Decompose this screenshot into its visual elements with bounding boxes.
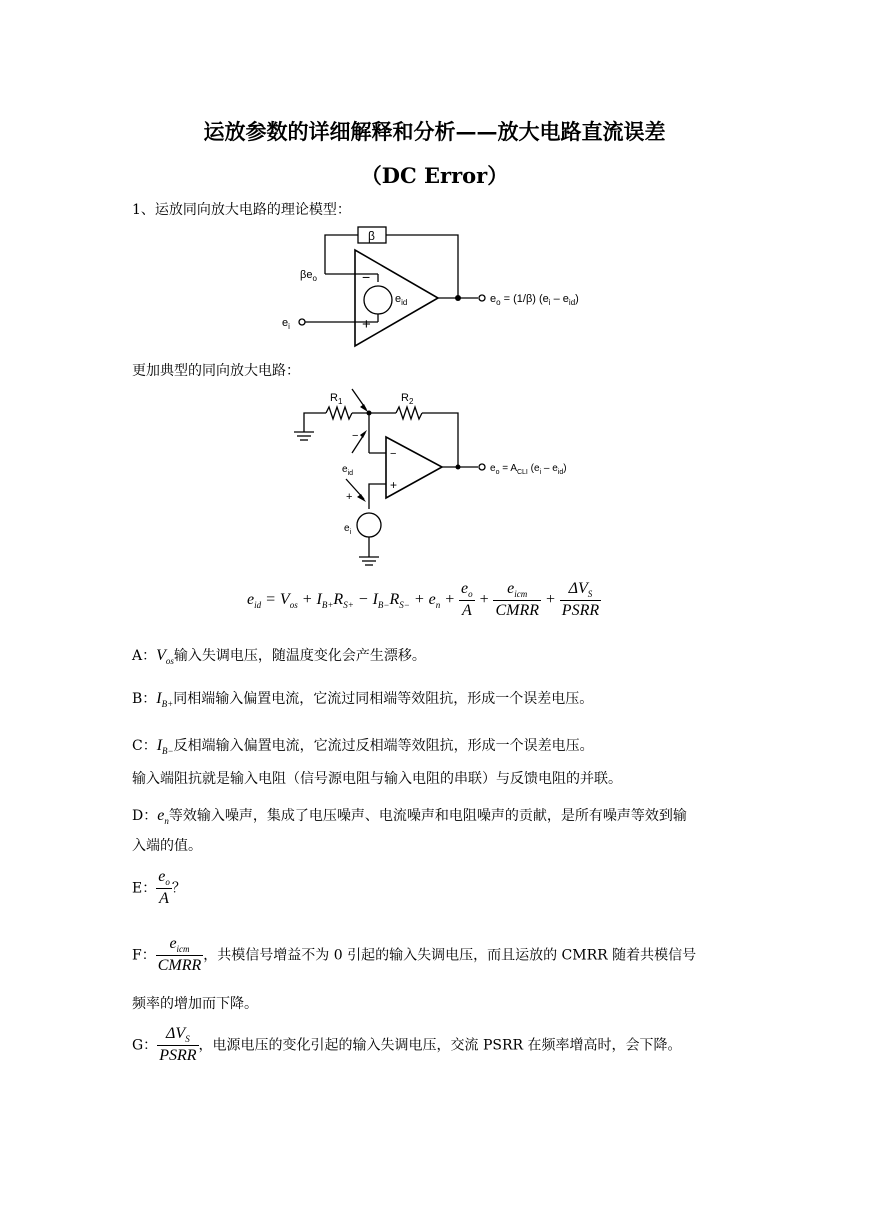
r1-resistor (326, 407, 352, 419)
eo-terminal-2 (479, 464, 485, 470)
item-a: A：$V_{os}$输入失调电压，随温度变化会产生漂移。 (132, 647, 426, 667)
item-c: C：$I_{B-}$反相端输入偏置电流，它流过反相端等效阻抗，形成一个误差电压。 (132, 737, 594, 757)
plus-label: + (362, 316, 371, 333)
ei-source (357, 513, 381, 537)
beta-eo-label: $\beta e_o$ (300, 269, 317, 283)
beta-label: β (368, 229, 375, 243)
item-g: G： $\frac{\Delta V_S}{\text{PSRR}}$ ，电源电压的变化引起的输入失调电压，交流 PSRR 在频率增高时，会下降。 (132, 1025, 682, 1064)
item-e: E： $\frac{e_o}{A}$ ？ (132, 868, 186, 907)
plus-label-2: + (346, 491, 353, 503)
eid-source (364, 286, 392, 314)
section-2-heading: 更加典型的同向放大电路： (132, 363, 300, 379)
r2-label: $R_2$ (401, 392, 414, 406)
item-c-note: 输入端阻抗就是输入电阻（信号源电阻与输入电阻的串联）与反馈电阻的并联。 (132, 771, 622, 787)
ei-terminal (299, 319, 305, 325)
item-d-line1: D：$e_n$等效输入噪声，集成了电压噪声、电流噪声和电阻噪声的贡献，是所有噪声等效到输 (132, 807, 687, 827)
eo-terminal (479, 295, 485, 301)
item-b: B：$I_{B+}$同相端输入偏置电流，它流过同相端等效阻抗，形成一个误差电压。 (132, 690, 594, 710)
item-f-line1: F： $\frac{e_{icm}}{\text{CMRR}}$ ，共模信号增益不为 0 引起的输入失调电压，而且运放的 CMRR 随着共模信号 (132, 935, 697, 974)
r2-resistor (396, 407, 422, 419)
item-f-line2: 频率的增加而下降。 (132, 996, 258, 1012)
page-title: 运放参数的详细解释和分析——放大电路直流误差 (203, 119, 666, 144)
output-expression: $e_o = (1/\beta)$ $(e_i - e_{id})$ (490, 293, 579, 307)
ei-label-2: $e_i$ (344, 523, 352, 536)
minus-label: − (362, 269, 371, 285)
page-subtitle: （DC Error） (360, 163, 509, 188)
opamp-model-diagram (270, 222, 610, 354)
ei-label: $e_i$ (282, 317, 290, 331)
section-1-heading: 1、运放同向放大电路的理论模型： (132, 202, 351, 218)
opamp-minus-label: − (390, 448, 397, 460)
non-inverting-amplifier-diagram (290, 385, 610, 570)
eid-label-2: $e_{id}$ (342, 464, 354, 477)
eid-label: $e_{id}$ (395, 293, 408, 307)
minus-label-2: − (352, 430, 359, 442)
error-equation: $e_{id} = V_{os} + I_{B+}R_{S+} - I_{B-}R_{S-} + e_n$ + $\frac{e_o}{A}$ + $\frac{e_{icm}}{\text{CMRR}}$ + $\frac{\Delta V_S}{\text{PSRR}}$ (247, 580, 600, 619)
output-expression-2: $e_o = A_{CLI}$ $(e_i - e_{id})$ (490, 463, 567, 476)
item-d-line2: 入端的值。 (132, 838, 202, 854)
r1-label: $R_1$ (330, 392, 343, 406)
opamp-plus-label: + (390, 478, 398, 492)
